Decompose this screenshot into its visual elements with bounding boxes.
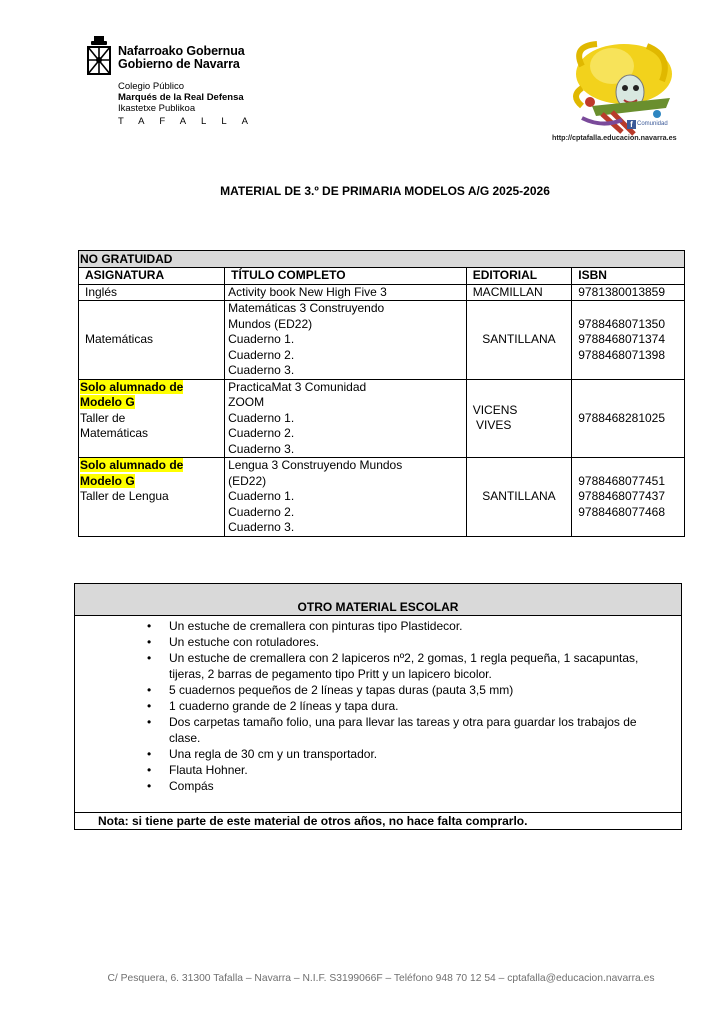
title-cell xyxy=(225,301,467,380)
list-item: • Flauta Hohner. xyxy=(169,762,669,778)
school-mascot-logo-icon xyxy=(552,36,682,146)
title-line: Cuaderno 2. xyxy=(228,426,295,440)
school-type-basque: Ikastetxe Publikoa xyxy=(118,103,196,114)
title-line: Cuaderno 1. xyxy=(228,332,295,346)
table-banner-row xyxy=(79,251,685,268)
isbn-line: 9788468071374 xyxy=(578,332,666,346)
subject-cell: Matemáticas xyxy=(79,301,225,380)
title-line: Cuaderno 3. xyxy=(228,441,295,456)
isbn-cell xyxy=(572,458,685,537)
editorial-cell: SANTILLANA xyxy=(466,301,572,380)
title-line: Cuaderno 1. xyxy=(228,489,295,503)
title-cell xyxy=(225,458,467,537)
subject-line: Taller de xyxy=(80,410,126,425)
gov-name-spanish: Gobierno de Navarra xyxy=(118,57,240,71)
col-header-subject: ASIGNATURA xyxy=(79,268,225,285)
other-material-list-cell xyxy=(75,616,682,813)
editorial-cell: MACMILLAN xyxy=(466,284,572,301)
model-g-highlight: Modelo G xyxy=(80,395,135,409)
title-line: ZOOM xyxy=(228,395,265,409)
col-header-isbn: ISBN xyxy=(572,268,685,285)
isbn-line: 9788468071398 xyxy=(578,347,666,362)
table-row xyxy=(79,301,685,380)
isbn-line: 9788468077437 xyxy=(578,489,666,503)
isbn-line: 9788468077468 xyxy=(578,504,666,519)
school-city: TAFALLA xyxy=(118,116,263,127)
isbn-line: 9788468281025 xyxy=(578,410,666,425)
col-header-editorial: EDITORIAL xyxy=(466,268,572,285)
books-table xyxy=(78,250,685,537)
table-header-row xyxy=(79,268,685,285)
col-header-title: TÍTULO COMPLETO xyxy=(225,268,467,285)
editorial-cell: SANTILLANA xyxy=(466,458,572,537)
gov-name-basque: Nafarroako Gobernua xyxy=(118,44,245,58)
title-line: (ED22) xyxy=(228,473,267,488)
government-logo xyxy=(86,36,286,132)
editorial-line: VICENS xyxy=(472,402,518,417)
title-line: Cuaderno 2. xyxy=(228,347,295,362)
list-item: • 1 cuaderno grande de 2 líneas y tapa dura. xyxy=(169,698,669,714)
list-item: • Dos carpetas tamaño folio, una para llevar las tareas y otra para guardar los trabajos de clase. xyxy=(169,714,669,746)
table-row xyxy=(79,458,685,537)
editorial-cell xyxy=(466,379,572,458)
table-banner: NO GRATUIDAD xyxy=(79,251,685,268)
title-line: Cuaderno 1. xyxy=(228,410,295,425)
isbn-line: 9788468071350 xyxy=(578,316,666,331)
other-material-heading: OTRO MATERIAL ESCOLAR xyxy=(75,584,682,616)
model-g-highlight: Solo alumnado de xyxy=(80,379,184,394)
title-line: Mundos (ED22) xyxy=(228,316,313,331)
other-material-list xyxy=(75,616,681,812)
footer-address: C/ Pesquera, 6. 31300 Tafalla – Navarra – N.I.F. S3199066F – Teléfono 948 70 12 54 – cptafalla@educacion.navarra.es xyxy=(107,973,655,984)
isbn-cell xyxy=(572,379,685,458)
page-title: MATERIAL DE 3.º DE PRIMARIA MODELOS A/G 2025-2026 xyxy=(220,184,550,198)
subject-line: Taller de Lengua xyxy=(80,489,169,503)
isbn-cell xyxy=(572,301,685,380)
title-line: Cuaderno 3. xyxy=(228,520,295,534)
title-line: Matemáticas 3 Construyendo xyxy=(228,301,385,315)
other-material-table xyxy=(74,583,682,830)
model-g-highlight: Solo alumnado de xyxy=(80,458,184,472)
logo-url: http://cptafalla.educacion.navarra.es xyxy=(552,133,677,142)
isbn-cell xyxy=(572,284,685,301)
model-g-highlight: Modelo G xyxy=(80,473,135,488)
title-line: Cuaderno 3. xyxy=(228,363,295,377)
list-item: • 5 cuadernos pequeños de 2 líneas y tapas duras (pauta 3,5 mm) xyxy=(169,682,669,698)
title-line: Activity book New High Five 3 xyxy=(228,284,387,299)
isbn-line: 9781380013859 xyxy=(578,284,666,299)
title-line: PracticaMat 3 Comunidad xyxy=(228,379,367,394)
table-row xyxy=(79,379,685,458)
title-cell xyxy=(225,284,467,301)
list-item: • Un estuche de cremallera con pinturas tipo Plastidecor. xyxy=(169,618,669,634)
list-item: • Compás xyxy=(169,778,669,794)
note-text: Nota: si tiene parte de este material de otros años, no hace falta comprarlo. xyxy=(75,813,682,830)
list-item: • Un estuche de cremallera con 2 lapiceros nº2, 2 gomas, 1 regla pequeña, 1 sacapuntas, tijeras, 2 barras de pegamento tipo Pritt y un lapicero bicolor. xyxy=(169,650,669,682)
school-type: Colegio Público xyxy=(118,81,185,92)
title-line: Cuaderno 2. xyxy=(228,504,295,519)
editorial-line: VIVES xyxy=(472,418,512,433)
list-item: • Un estuche con rotuladores. xyxy=(169,634,669,650)
school-name: Marqués de la Real Defensa xyxy=(118,92,244,103)
navarra-seal-icon xyxy=(86,36,112,76)
title-cell xyxy=(225,379,467,458)
subject-cell xyxy=(79,379,225,458)
subject-line: Matemáticas xyxy=(80,426,149,440)
facebook-icon: f xyxy=(627,120,636,129)
subject-cell xyxy=(79,458,225,537)
subject-cell: Inglés xyxy=(79,284,225,301)
title-line: Lengua 3 Construyendo Mundos xyxy=(228,458,403,472)
table-row xyxy=(79,284,685,301)
logo-fb-text: Comunidad xyxy=(637,121,668,127)
isbn-line: 9788468077451 xyxy=(578,473,666,488)
list-item: • Una regla de 30 cm y un transportador. xyxy=(169,746,669,762)
